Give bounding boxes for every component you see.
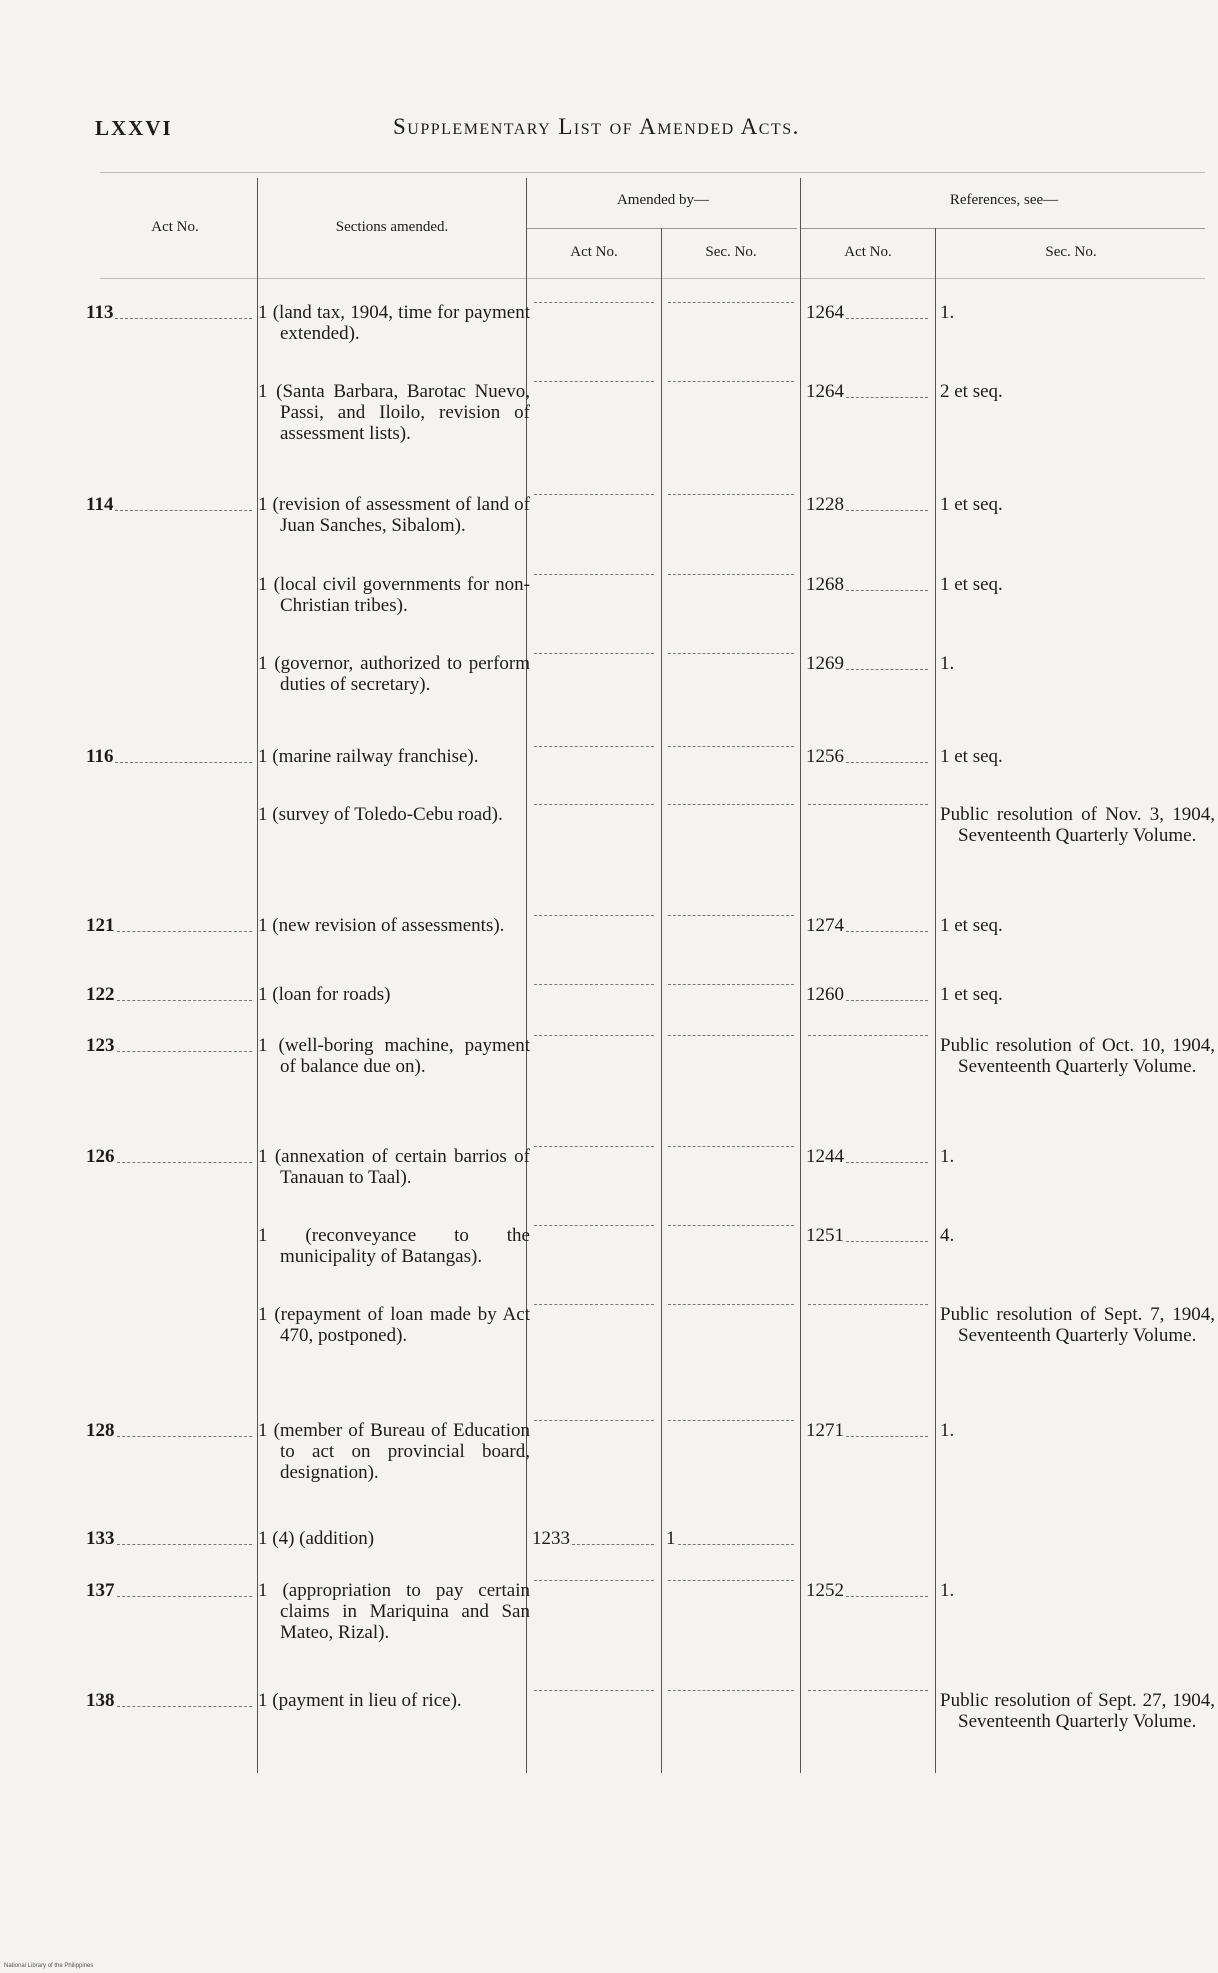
reference-act-no bbox=[806, 574, 928, 595]
section-amended: 1 (marine railway franchise). bbox=[258, 746, 479, 767]
leader-dots bbox=[668, 302, 794, 303]
amended-sec-no bbox=[666, 746, 794, 751]
header-amended-by: Amended by— bbox=[616, 192, 710, 208]
leader-dots bbox=[668, 574, 794, 575]
act-number-text: 128 bbox=[86, 1420, 115, 1441]
leader-dots bbox=[808, 804, 928, 805]
reference-act-no bbox=[806, 1420, 928, 1441]
leader-dots bbox=[117, 1436, 253, 1437]
leader-dots bbox=[117, 1544, 253, 1545]
amended-sec-no bbox=[666, 1690, 794, 1695]
reference-act-no bbox=[806, 804, 928, 809]
reference-sec-no: 1 et seq. bbox=[940, 574, 1003, 595]
leader-dots bbox=[668, 1035, 794, 1036]
leader-dots bbox=[668, 915, 794, 916]
amended-act-no bbox=[532, 302, 654, 307]
references-subheader-rule bbox=[801, 228, 1205, 229]
act-number-text: 113 bbox=[86, 302, 114, 323]
reference-act-no-text: 1264 bbox=[806, 381, 844, 402]
leader-dots bbox=[846, 318, 928, 319]
section-amended: 1 (well-boring machine, payment of balance due on). bbox=[258, 1035, 530, 1077]
section-amended: 1 (member of Bureau of Education to act on provincial board, designation). bbox=[258, 1420, 530, 1483]
reference-act-no bbox=[806, 746, 928, 767]
reference-sec-no: 1. bbox=[940, 1580, 955, 1601]
act-number-text: 121 bbox=[86, 915, 115, 936]
header-bottom-rule bbox=[100, 278, 1205, 279]
reference-act-no-text: 1256 bbox=[806, 746, 844, 767]
leader-dots bbox=[534, 1304, 654, 1305]
reference-sec-no: 1. bbox=[940, 653, 955, 674]
page-number: LXXVI bbox=[95, 116, 173, 140]
leader-dots bbox=[668, 1420, 794, 1421]
reference-sec-no: 1 et seq. bbox=[940, 746, 1003, 767]
leader-dots bbox=[534, 574, 654, 575]
act-number-text: 126 bbox=[86, 1146, 115, 1167]
footer-credit: National Library of the Philippines bbox=[4, 1963, 94, 1969]
leader-dots bbox=[117, 1162, 253, 1163]
amended-sec-no bbox=[666, 915, 794, 920]
col-divider-5 bbox=[935, 228, 936, 1773]
reference-act-no bbox=[806, 1146, 928, 1167]
amended-act-no bbox=[532, 1225, 654, 1230]
reference-sec-no: 1. bbox=[940, 1146, 955, 1167]
section-amended: 1 (local civil governments for non-Christian tribes). bbox=[258, 574, 530, 616]
reference-act-no-text: 1264 bbox=[806, 302, 844, 323]
reference-act-no-text: 1252 bbox=[806, 1580, 844, 1601]
act-number-text: 122 bbox=[86, 984, 115, 1005]
leader-dots bbox=[668, 1146, 794, 1147]
leader-dots bbox=[808, 1035, 928, 1036]
leader-dots bbox=[668, 653, 794, 654]
leader-dots bbox=[117, 931, 253, 932]
leader-dots bbox=[846, 669, 928, 670]
leader-dots bbox=[534, 1690, 654, 1691]
leader-dots bbox=[846, 1596, 928, 1597]
section-amended: 1 (appropriation to pay certain claims in Mariquina and San Mateo, Rizal). bbox=[258, 1580, 530, 1643]
section-amended: 1 (new revision of assessments). bbox=[258, 915, 505, 936]
act-number bbox=[86, 1580, 252, 1601]
leader-dots bbox=[846, 931, 928, 932]
leader-dots bbox=[668, 984, 794, 985]
amended-sec-no bbox=[666, 574, 794, 579]
amended-subheader-rule bbox=[527, 228, 797, 229]
amended-sec-no bbox=[666, 1146, 794, 1151]
reference-act-no-text: 1228 bbox=[806, 494, 844, 515]
header-sections-amended: Sections amended. bbox=[335, 219, 449, 235]
header-amended-sec-no: Sec. No. bbox=[705, 244, 757, 260]
section-amended: 1 (governor, authorized to perform duties of secretary). bbox=[258, 653, 530, 695]
leader-dots bbox=[572, 1544, 654, 1545]
amended-act-no bbox=[532, 1304, 654, 1309]
leader-dots bbox=[846, 510, 928, 511]
reference-act-no-text: 1260 bbox=[806, 984, 844, 1005]
amended-act-no bbox=[532, 574, 654, 579]
reference-act-no-text: 1244 bbox=[806, 1146, 844, 1167]
act-number bbox=[86, 915, 252, 936]
col-divider-3 bbox=[661, 228, 662, 1773]
act-number bbox=[86, 302, 252, 323]
col-divider-4 bbox=[800, 178, 801, 1773]
section-amended: 1 (reconveyance to the municipality of Batangas). bbox=[258, 1225, 530, 1267]
act-number bbox=[86, 984, 252, 1005]
reference-act-no bbox=[806, 494, 928, 515]
act-number bbox=[86, 1420, 252, 1441]
act-number bbox=[86, 1690, 252, 1711]
act-number-text: 123 bbox=[86, 1035, 115, 1056]
leader-dots bbox=[117, 1000, 253, 1001]
amended-act-no bbox=[532, 1528, 654, 1549]
reference-act-no bbox=[806, 1225, 928, 1246]
reference-act-no bbox=[806, 381, 928, 402]
leader-dots bbox=[534, 1225, 654, 1226]
amended-sec-no bbox=[666, 302, 794, 307]
section-amended: 1 (land tax, 1904, time for payment extended). bbox=[258, 302, 530, 344]
amended-sec-no bbox=[666, 804, 794, 809]
leader-dots bbox=[534, 381, 654, 382]
reference-act-no bbox=[806, 653, 928, 674]
amended-sec-no bbox=[666, 381, 794, 386]
act-number-text: 116 bbox=[86, 746, 114, 767]
header-ref-sec-no: Sec. No. bbox=[1045, 244, 1097, 260]
amended-act-no bbox=[532, 984, 654, 989]
amended-act-no bbox=[532, 1690, 654, 1695]
act-number-text: 137 bbox=[86, 1580, 115, 1601]
amended-sec-no bbox=[666, 1225, 794, 1230]
reference-sec-no: Public resolution of Sept. 27, 1904, Seventeenth Quarterly Volume. bbox=[940, 1690, 1215, 1732]
leader-dots bbox=[846, 1241, 928, 1242]
act-number bbox=[86, 1146, 252, 1167]
amended-act-no bbox=[532, 746, 654, 751]
amended-act-no-text: 1233 bbox=[532, 1528, 570, 1549]
act-number bbox=[86, 1528, 252, 1549]
amended-sec-no bbox=[666, 1528, 794, 1549]
reference-sec-no: Public resolution of Nov. 3, 1904, Seventeenth Quarterly Volume. bbox=[940, 804, 1215, 846]
reference-act-no bbox=[806, 1690, 928, 1695]
leader-dots bbox=[534, 1580, 654, 1581]
leader-dots bbox=[846, 1162, 928, 1163]
leader-dots bbox=[678, 1544, 795, 1545]
header-amended-act-no: Act No. bbox=[570, 244, 618, 260]
leader-dots bbox=[115, 762, 252, 763]
leader-dots bbox=[117, 1051, 253, 1052]
leader-dots bbox=[846, 762, 928, 763]
leader-dots bbox=[117, 1596, 253, 1597]
header-references: References, see— bbox=[949, 192, 1059, 208]
leader-dots bbox=[534, 915, 654, 916]
amended-act-no bbox=[532, 653, 654, 658]
leader-dots bbox=[534, 653, 654, 654]
reference-act-no bbox=[806, 984, 928, 1005]
reference-sec-no: 1. bbox=[940, 1420, 955, 1441]
leader-dots bbox=[117, 1706, 253, 1707]
reference-act-no bbox=[806, 915, 928, 936]
amended-sec-no-text: 1 bbox=[666, 1528, 676, 1549]
leader-dots bbox=[668, 381, 794, 382]
section-amended: 1 (revision of assessment of land of Juan Sanches, Sibalom). bbox=[258, 494, 530, 536]
amended-act-no bbox=[532, 1580, 654, 1585]
act-number-text: 133 bbox=[86, 1528, 115, 1549]
leader-dots bbox=[534, 1420, 654, 1421]
act-number bbox=[86, 746, 252, 767]
reference-sec-no: 1 et seq. bbox=[940, 494, 1003, 515]
leader-dots bbox=[808, 1690, 928, 1691]
leader-dots bbox=[115, 318, 252, 319]
section-amended: 1 (survey of Toledo-Cebu road). bbox=[258, 804, 503, 825]
reference-sec-no: 2 et seq. bbox=[940, 381, 1003, 402]
reference-sec-no: Public resolution of Oct. 10, 1904, Seventeenth Quarterly Volume. bbox=[940, 1035, 1215, 1077]
reference-sec-no: 4. bbox=[940, 1225, 955, 1246]
amended-act-no bbox=[532, 915, 654, 920]
header-act-no: Act No. bbox=[151, 219, 199, 235]
leader-dots bbox=[846, 1000, 928, 1001]
reference-sec-no: 1 et seq. bbox=[940, 984, 1003, 1005]
leader-dots bbox=[115, 510, 252, 511]
leader-dots bbox=[808, 1304, 928, 1305]
reference-act-no bbox=[806, 1304, 928, 1309]
reference-act-no bbox=[806, 1035, 928, 1040]
section-amended: 1 (4) (addition) bbox=[258, 1528, 375, 1549]
section-amended: 1 (annexation of certain barrios of Tanauan to Taal). bbox=[258, 1146, 530, 1188]
leader-dots bbox=[534, 1035, 654, 1036]
reference-sec-no: 1 et seq. bbox=[940, 915, 1003, 936]
section-amended: 1 (repayment of loan made by Act 470, postponed). bbox=[258, 1304, 530, 1346]
reference-act-no-text: 1274 bbox=[806, 915, 844, 936]
amended-act-no bbox=[532, 494, 654, 499]
amended-sec-no bbox=[666, 984, 794, 989]
leader-dots bbox=[534, 746, 654, 747]
reference-act-no bbox=[806, 1580, 928, 1601]
act-number bbox=[86, 1035, 252, 1056]
table-top-rule bbox=[100, 172, 1205, 173]
leader-dots bbox=[534, 302, 654, 303]
amended-sec-no bbox=[666, 1580, 794, 1585]
amended-sec-no bbox=[666, 1420, 794, 1425]
reference-act-no-text: 1251 bbox=[806, 1225, 844, 1246]
leader-dots bbox=[668, 1304, 794, 1305]
leader-dots bbox=[668, 804, 794, 805]
leader-dots bbox=[668, 1690, 794, 1691]
leader-dots bbox=[846, 1436, 928, 1437]
reference-act-no-text: 1269 bbox=[806, 653, 844, 674]
section-amended: 1 (payment in lieu of rice). bbox=[258, 1690, 462, 1711]
leader-dots bbox=[668, 494, 794, 495]
amended-act-no bbox=[532, 381, 654, 386]
page-title: Supplementary List of Amended Acts. bbox=[393, 114, 800, 139]
leader-dots bbox=[534, 804, 654, 805]
reference-sec-no: 1. bbox=[940, 302, 955, 323]
act-number bbox=[86, 494, 252, 515]
leader-dots bbox=[534, 984, 654, 985]
section-amended: 1 (Santa Barbara, Barotac Nuevo, Passi, and Iloilo, revision of assessment lists). bbox=[258, 381, 530, 444]
leader-dots bbox=[846, 397, 928, 398]
amended-sec-no bbox=[666, 1304, 794, 1309]
amended-sec-no bbox=[666, 1035, 794, 1040]
amended-sec-no bbox=[666, 494, 794, 499]
amended-sec-no bbox=[666, 653, 794, 658]
reference-act-no-text: 1271 bbox=[806, 1420, 844, 1441]
leader-dots bbox=[534, 1146, 654, 1147]
leader-dots bbox=[668, 746, 794, 747]
reference-act-no-text: 1268 bbox=[806, 574, 844, 595]
amended-act-no bbox=[532, 804, 654, 809]
reference-act-no bbox=[806, 302, 928, 323]
leader-dots bbox=[846, 590, 928, 591]
amended-act-no bbox=[532, 1420, 654, 1425]
section-amended: 1 (loan for roads) bbox=[258, 984, 391, 1005]
amended-act-no bbox=[532, 1035, 654, 1040]
act-number-text: 114 bbox=[86, 494, 114, 515]
act-number-text: 138 bbox=[86, 1690, 115, 1711]
reference-sec-no: Public resolution of Sept. 7, 1904, Seventeenth Quarterly Volume. bbox=[940, 1304, 1215, 1346]
amended-act-no bbox=[532, 1146, 654, 1151]
leader-dots bbox=[534, 494, 654, 495]
leader-dots bbox=[668, 1225, 794, 1226]
header-ref-act-no: Act No. bbox=[844, 244, 892, 260]
leader-dots bbox=[668, 1580, 794, 1581]
